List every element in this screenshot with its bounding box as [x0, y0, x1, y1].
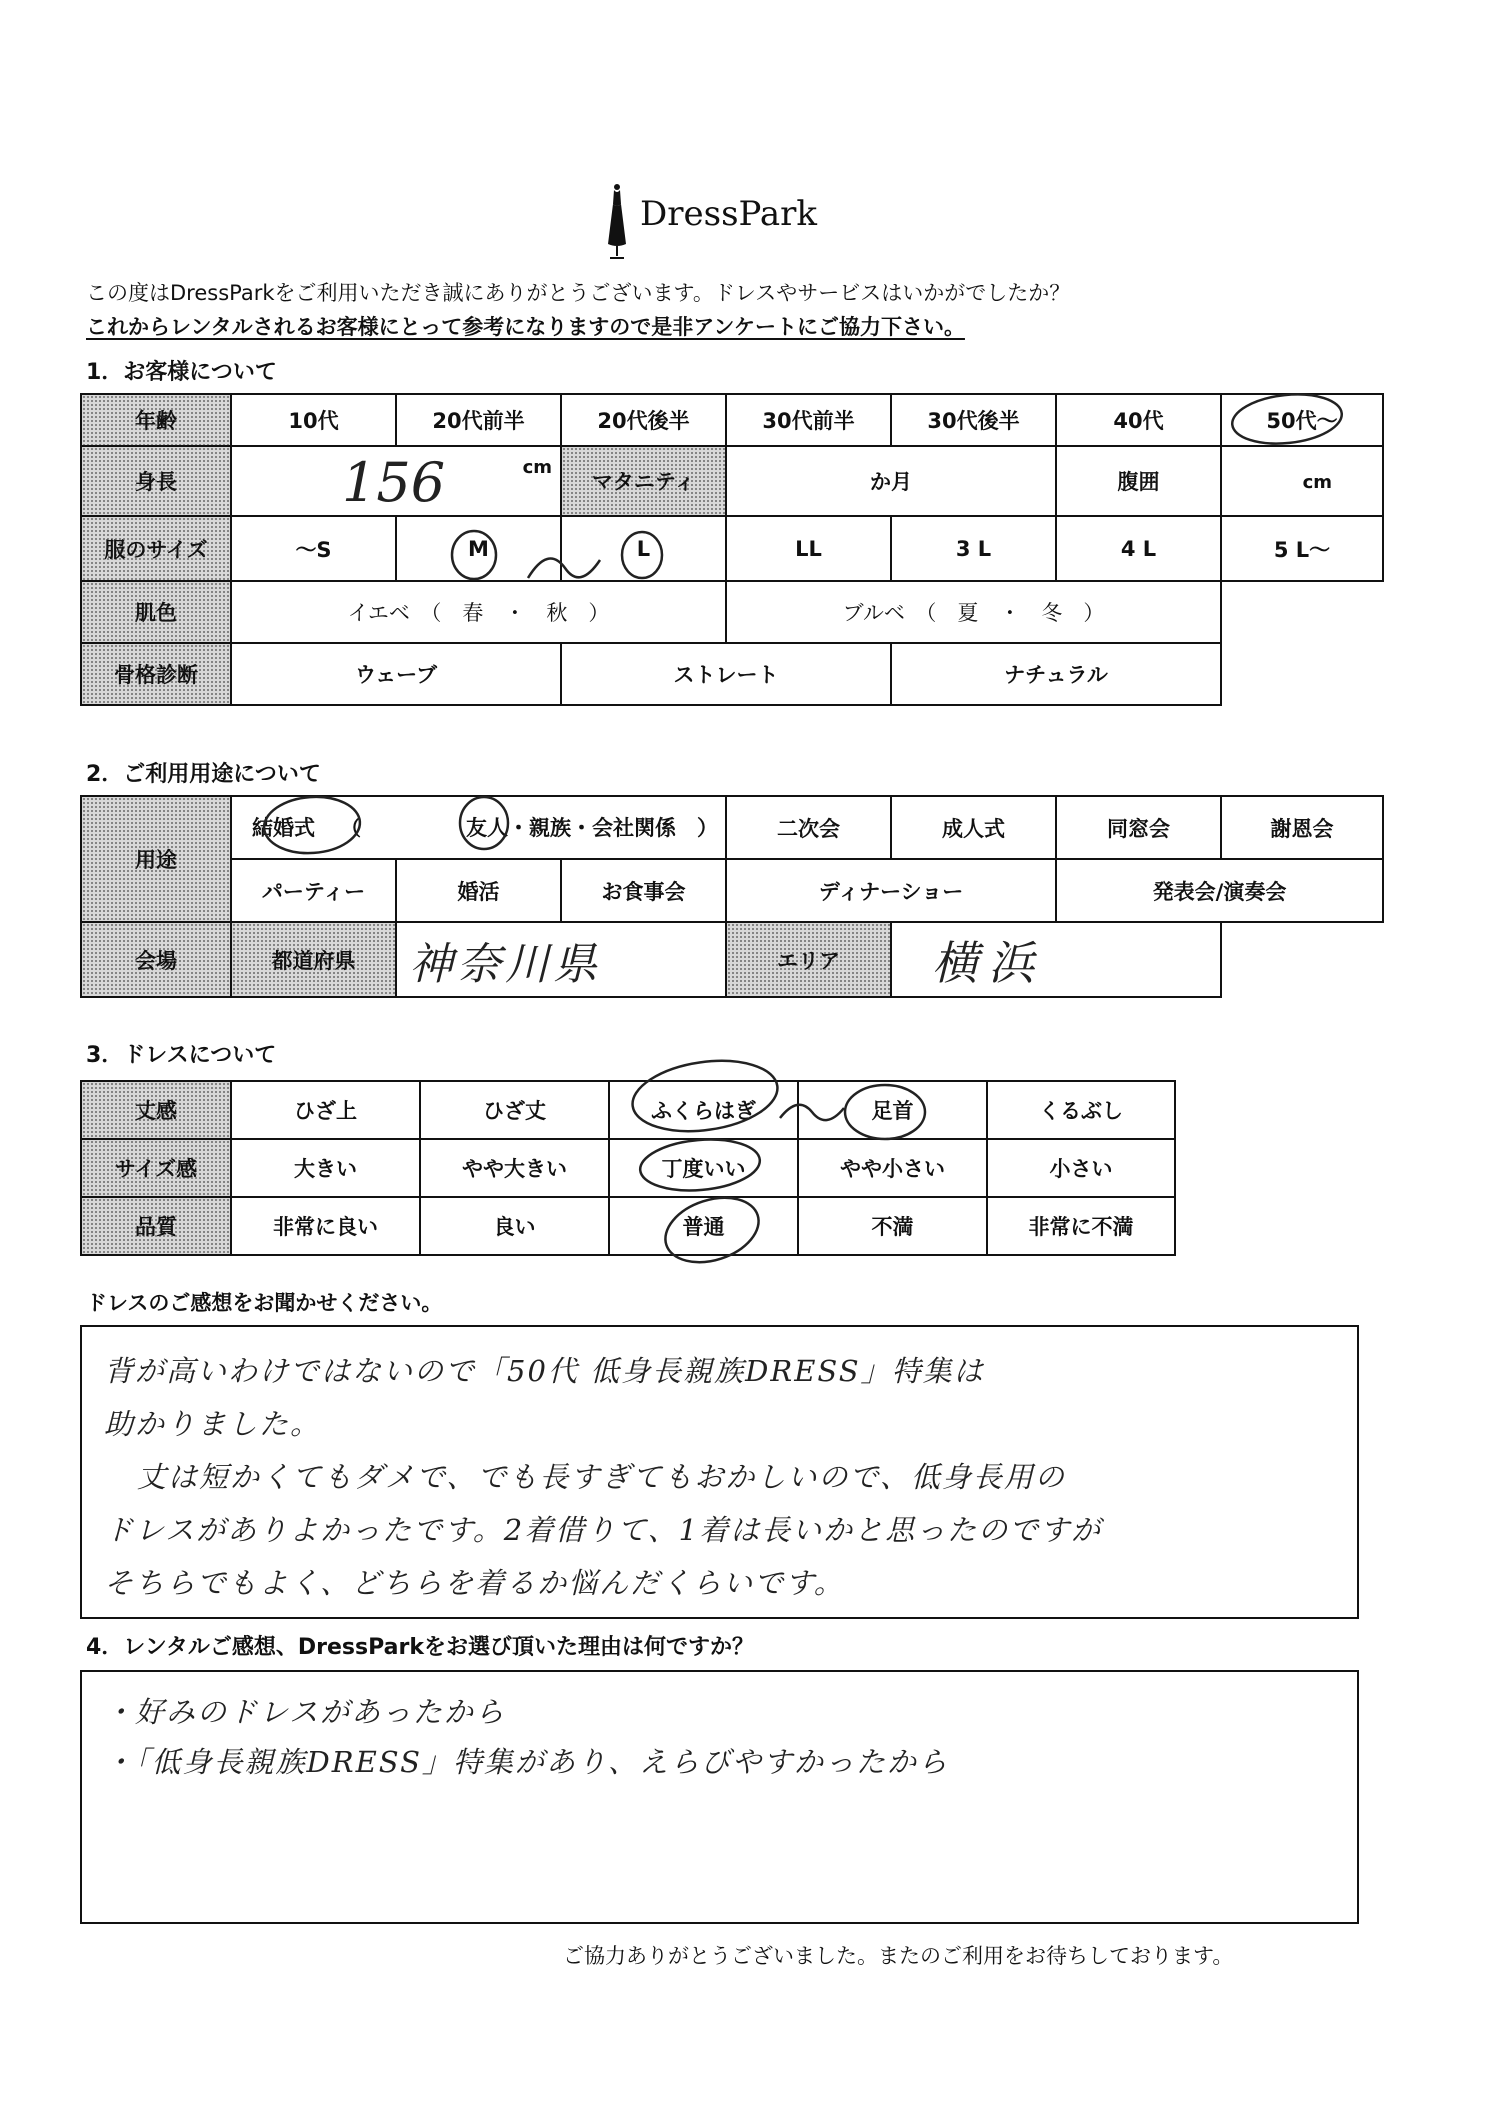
height-value-cell[interactable] — [231, 446, 561, 516]
purpose-option-afterparty[interactable]: 二次会 — [726, 796, 891, 859]
skeleton-option-straight[interactable]: ストレート — [561, 643, 891, 705]
impression-line: 助かりました。 — [104, 1407, 322, 1441]
impression-line: ドレスがありよかったです。2着借りて、1着は長いかと思ったのですが — [104, 1513, 1103, 1547]
age-option-late-20s[interactable]: 20代後半 — [561, 394, 726, 446]
section-4-title: 4．レンタルご感想、DressParkをお選び頂いた理由は何ですか？ — [86, 1635, 754, 1660]
wedding-option[interactable]: 結婚式 — [252, 816, 315, 840]
height-label: 身長 — [81, 446, 231, 516]
prefecture-field[interactable] — [396, 922, 726, 997]
age-option-50s-plus[interactable]: 50代～ — [1221, 394, 1383, 446]
purpose-option-thank-you-party[interactable]: 謝恩会 — [1221, 796, 1383, 859]
reason-line: ・好みのドレスがあったから — [104, 1695, 506, 1729]
empty-cell — [1221, 922, 1383, 997]
purpose-option-party[interactable]: パーティー — [231, 859, 396, 922]
reason-box[interactable] — [80, 1670, 1359, 1924]
area-label: エリア — [726, 922, 891, 997]
quality-option-average[interactable]: 普通 — [609, 1197, 798, 1255]
wedding-cell[interactable] — [231, 796, 726, 859]
purpose-option-konkatsu[interactable]: 婚活 — [396, 859, 561, 922]
empty-cell — [1221, 581, 1383, 643]
prefecture-value: 神奈川県 — [409, 938, 601, 990]
area-value: 横浜 — [932, 935, 1045, 990]
wedding-relation-options[interactable]: （ 友人・親族・会社関係 ） — [340, 816, 718, 840]
section-1-title: 1．お客様について — [86, 360, 277, 385]
age-option-early-30s[interactable]: 30代前半 — [726, 394, 891, 446]
dress-table — [80, 1080, 1176, 1256]
quality-option-good[interactable]: 良い — [420, 1197, 609, 1255]
size-option-l[interactable]: L — [561, 516, 726, 581]
age-option-10s[interactable]: 10代 — [231, 394, 396, 446]
length-label: 丈感 — [81, 1081, 231, 1139]
fit-option-large[interactable]: 大きい — [231, 1139, 420, 1197]
skeleton-option-natural[interactable]: ナチュラル — [891, 643, 1221, 705]
height-unit: cm — [522, 457, 552, 478]
length-option-knee[interactable]: ひざ丈 — [420, 1081, 609, 1139]
purpose-table — [80, 795, 1384, 998]
waist-value-cell[interactable] — [1221, 446, 1383, 516]
purpose-option-recital[interactable]: 発表会/演奏会 — [1056, 859, 1383, 922]
size-option-ll[interactable]: LL — [726, 516, 891, 581]
prefecture-label: 都道府県 — [231, 922, 396, 997]
quality-option-dissatisfied[interactable]: 不満 — [798, 1197, 987, 1255]
age-option-early-20s[interactable]: 20代前半 — [396, 394, 561, 446]
age-option-40s[interactable]: 40代 — [1056, 394, 1221, 446]
area-field[interactable] — [891, 922, 1221, 997]
dresspark-logo — [600, 182, 900, 262]
maternity-months-unit: か月 — [870, 470, 912, 494]
fit-option-small[interactable]: 小さい — [987, 1139, 1175, 1197]
logo-text: DressPark — [640, 194, 818, 234]
size-option-m[interactable]: M — [396, 516, 561, 581]
size-option-5l[interactable]: 5 L～ — [1221, 516, 1383, 581]
skeleton-option-wave[interactable]: ウェーブ — [231, 643, 561, 705]
reason-line: ・「低身長親族DRESS」特集があり、えらびやすかったから — [104, 1745, 949, 1779]
length-option-calf[interactable]: ふくらはぎ — [609, 1081, 798, 1139]
size-option-3l[interactable]: 3 L — [891, 516, 1056, 581]
dress-form-icon — [604, 182, 630, 260]
purpose-option-dinner[interactable]: お食事会 — [561, 859, 726, 922]
thanks-message: ご協力ありがとうございました。またのご利用をお待ちしております。 — [563, 1944, 1234, 1968]
skin-color-label: 肌色 — [81, 581, 231, 643]
impression-line: そちらでもよく、どちらを着るか悩んだくらいです。 — [104, 1566, 845, 1600]
size-option-s[interactable]: ～S — [231, 516, 396, 581]
purpose-option-coming-of-age[interactable]: 成人式 — [891, 796, 1056, 859]
quality-option-very-good[interactable]: 非常に良い — [231, 1197, 420, 1255]
age-option-late-30s[interactable]: 30代後半 — [891, 394, 1056, 446]
quality-label: 品質 — [81, 1197, 231, 1255]
impression-box[interactable] — [80, 1325, 1359, 1619]
fit-option-slightly-large[interactable]: やや大きい — [420, 1139, 609, 1197]
yellow-base-option[interactable]: イエベ （ 春 ・ 秋 ） — [231, 581, 726, 643]
length-option-ankle-bone[interactable]: くるぶし — [987, 1081, 1175, 1139]
fit-option-just-right[interactable]: 丁度いい — [609, 1139, 798, 1197]
length-option-ankle[interactable]: 足首 — [798, 1081, 987, 1139]
size-option-4l[interactable]: 4 L — [1056, 516, 1221, 581]
impression-line: 丈は短かくてもダメで、でも長すぎてもおかしいので、低身長用の — [137, 1460, 1066, 1494]
fit-label: サイズ感 — [81, 1139, 231, 1197]
purpose-option-reunion[interactable]: 同窓会 — [1056, 796, 1221, 859]
intro-line-2: これからレンタルされるお客様にとって参考になりますので是非アンケートにご協力下さい。 — [86, 315, 965, 339]
impression-line: 背が高いわけではないので「50代 低身長親族DRESS」特集は — [104, 1354, 985, 1388]
empty-cell — [1221, 643, 1383, 705]
blue-base-option[interactable]: ブルベ （ 夏 ・ 冬 ） — [726, 581, 1221, 643]
purpose-label: 用途 — [81, 796, 231, 922]
length-option-above-knee[interactable]: ひざ上 — [231, 1081, 420, 1139]
waist-label: 腹囲 — [1056, 446, 1221, 516]
size-label: 服のサイズ — [81, 516, 231, 581]
skeleton-label: 骨格診断 — [81, 643, 231, 705]
impression-prompt: ドレスのご感想をお聞かせください。 — [86, 1291, 443, 1315]
maternity-label: マタニティ — [561, 446, 726, 516]
purpose-option-dinner-show[interactable]: ディナーショー — [726, 859, 1056, 922]
fit-option-slightly-small[interactable]: やや小さい — [798, 1139, 987, 1197]
section-3-title: 3．ドレスについて — [86, 1043, 277, 1068]
maternity-months-cell[interactable] — [726, 446, 1056, 516]
age-label: 年齢 — [81, 394, 231, 446]
quality-option-very-dissatisfied[interactable]: 非常に不満 — [987, 1197, 1175, 1255]
section-2-title: 2．ご利用用途について — [86, 762, 321, 787]
venue-label: 会場 — [81, 922, 231, 997]
intro-line-1: この度はDressParkをご利用いただき誠にありがとうございます。ドレスやサービスはいかがでしたか？ — [86, 281, 1071, 305]
height-value: 156 — [342, 451, 446, 514]
customer-table — [80, 393, 1384, 706]
waist-unit: cm — [1302, 472, 1332, 493]
